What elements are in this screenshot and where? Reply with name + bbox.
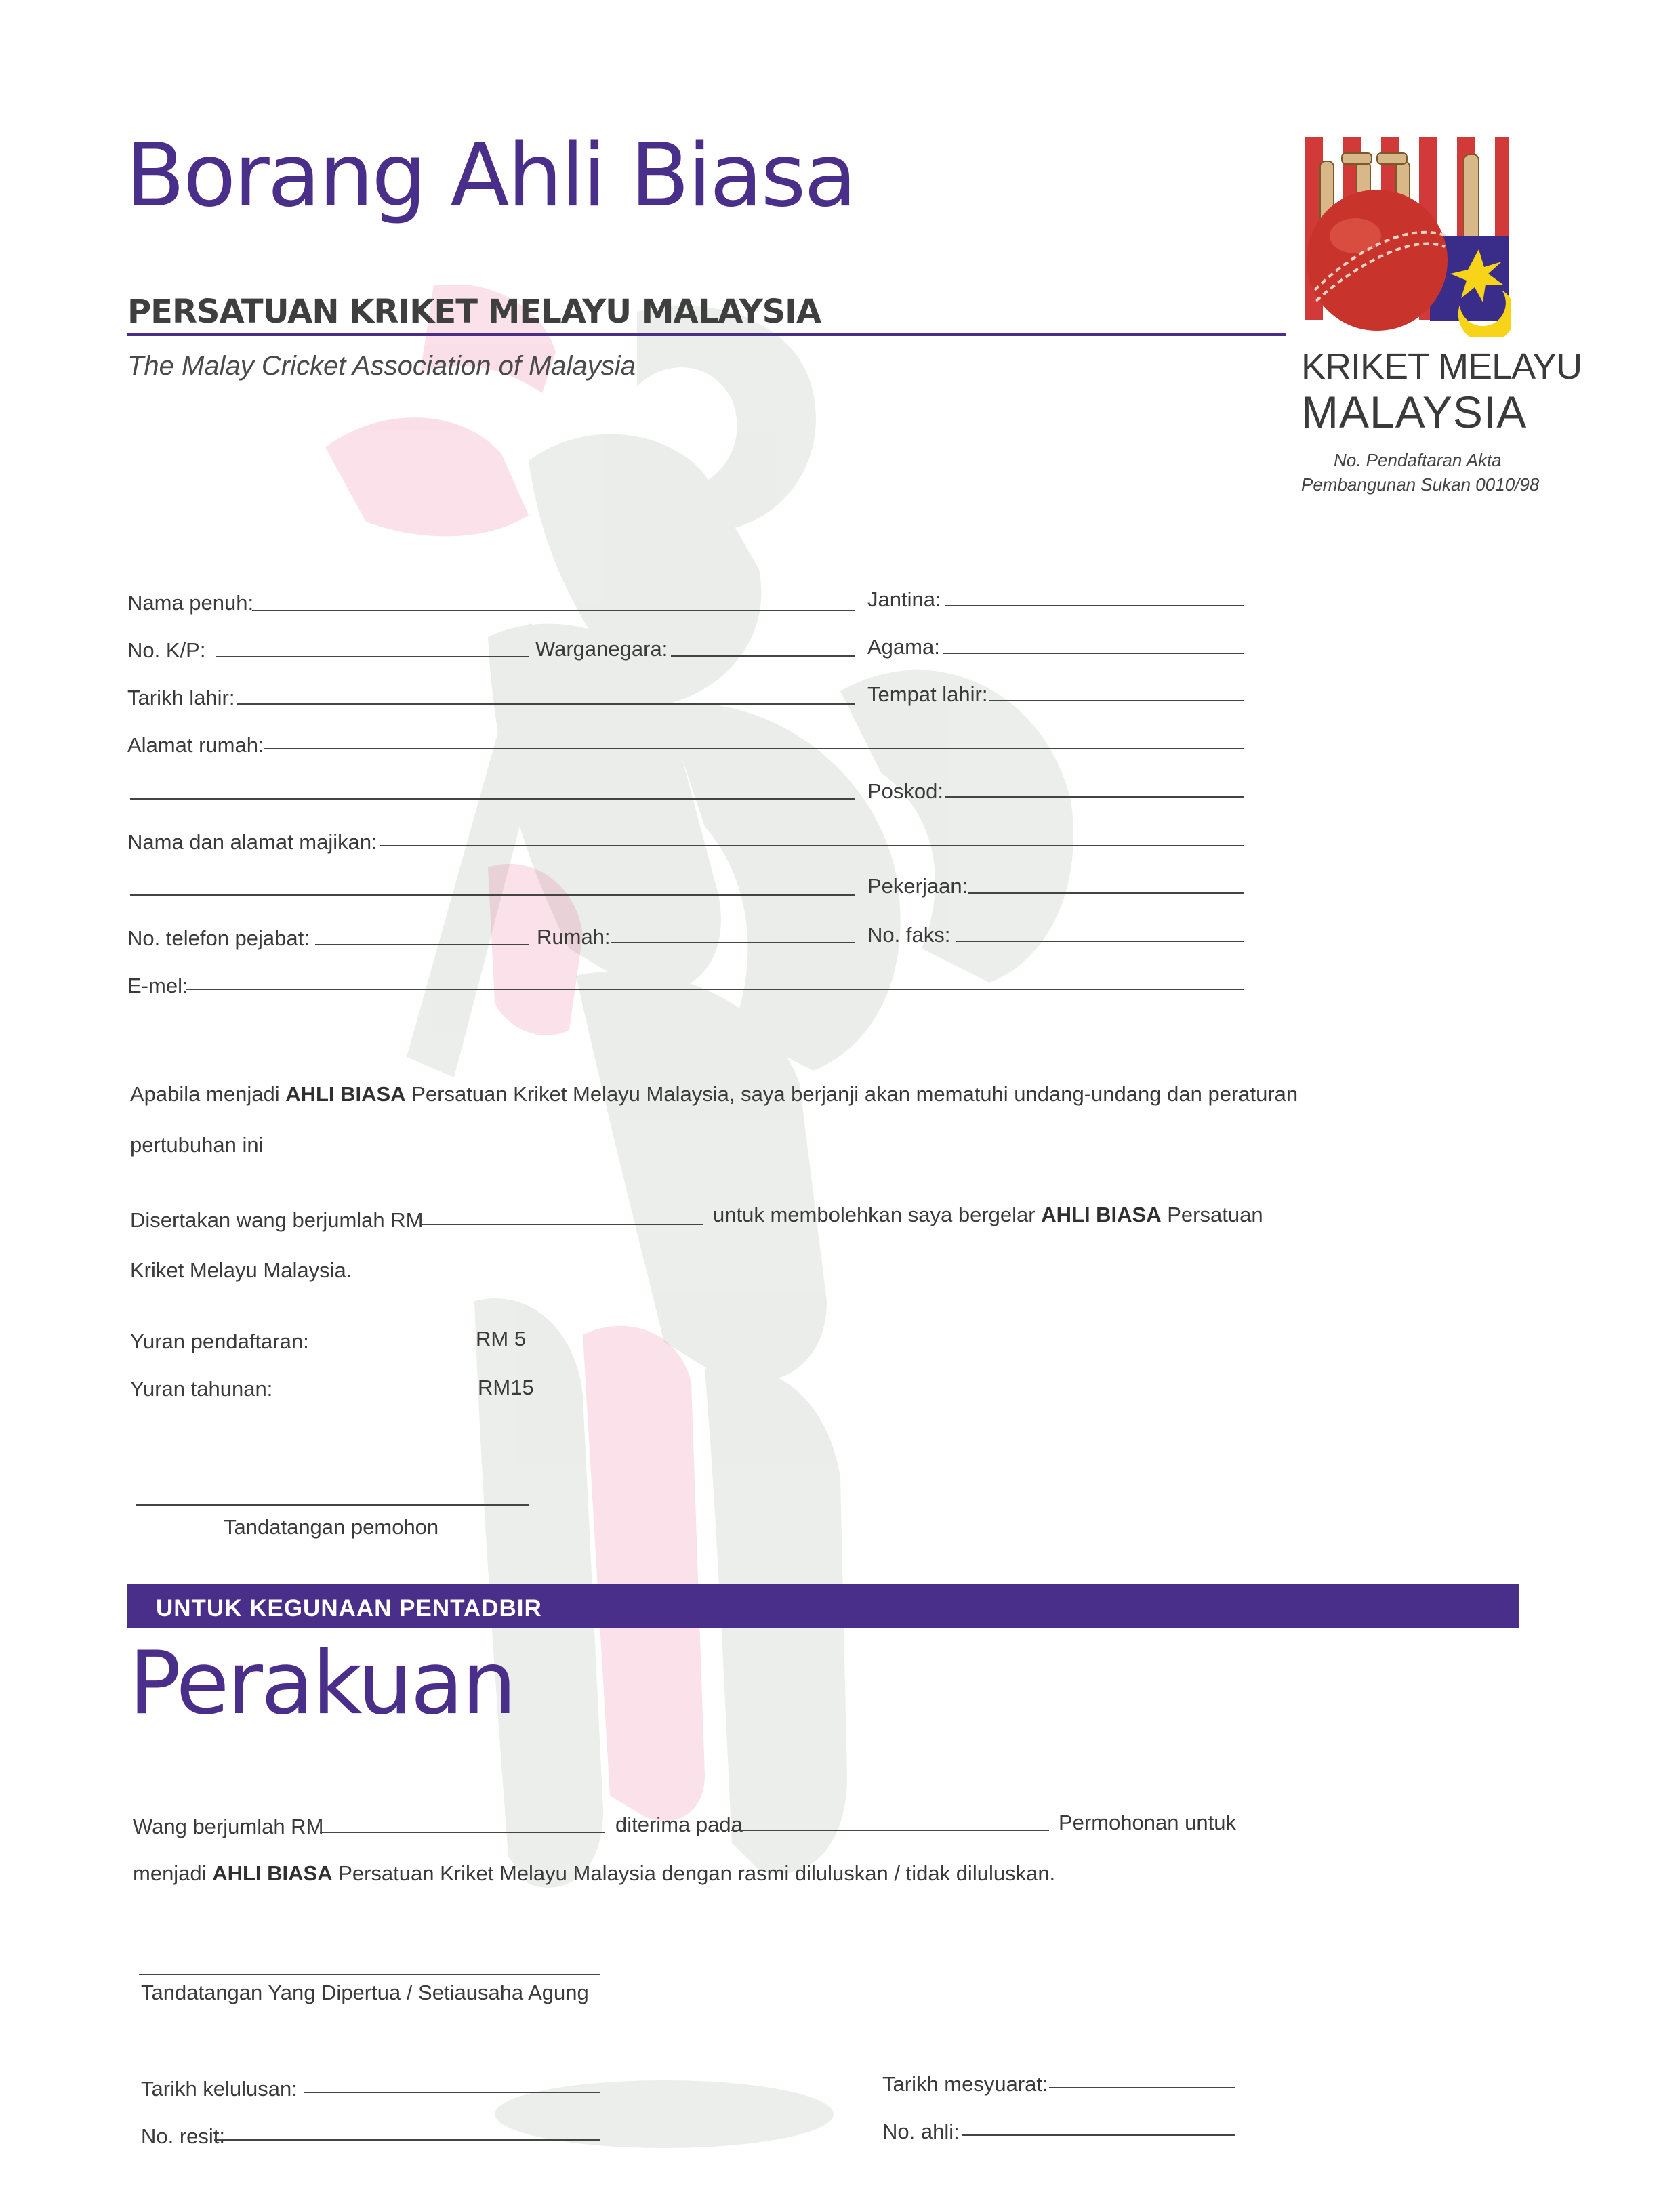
- annual-fee-value: RM15: [478, 1376, 534, 1399]
- rumah-field[interactable]: [611, 942, 855, 943]
- organisation-name: PERSATUAN KRIKET MELAYU MALAYSIA: [127, 293, 821, 331]
- payment-text-line2: Kriket Melayu Malaysia.: [130, 1258, 352, 1282]
- diterima-pada-label: diterima pada: [615, 1813, 743, 1836]
- majikan-field-line1[interactable]: [380, 845, 1244, 846]
- no-ahli-field[interactable]: [962, 2134, 1235, 2136]
- tarikh-kelulusan-label: Tarikh kelulusan:: [141, 2077, 298, 2101]
- faks-field[interactable]: [956, 941, 1244, 942]
- emel-label: E-mel:: [127, 974, 188, 997]
- annual-fee-label: Yuran tahunan:: [130, 1377, 273, 1401]
- warganegara-field[interactable]: [671, 655, 855, 657]
- agama-label: Agama:: [867, 635, 940, 659]
- pekerjaan-field[interactable]: [968, 892, 1244, 894]
- registration-line2: Pembangunan Sukan 0010/98: [1301, 474, 1540, 495]
- poskod-field[interactable]: [945, 796, 1244, 798]
- president-signature-label: Tandatangan Yang Dipertua / Setiausaha Agung: [141, 1981, 589, 2004]
- poskod-label: Poskod:: [867, 779, 944, 803]
- form-title: Borang Ahli Biasa: [125, 125, 855, 226]
- no-kp-label: No. K/P:: [127, 638, 206, 662]
- jantina-field[interactable]: [945, 605, 1244, 606]
- header-divider: [127, 333, 1286, 336]
- president-signature-field[interactable]: [139, 1974, 600, 1975]
- logo-text-line1: KRIKET MELAYU: [1301, 346, 1582, 387]
- rumah-label: Rumah:: [537, 925, 611, 949]
- no-resit-field[interactable]: [214, 2139, 600, 2141]
- tarikh-lahir-field[interactable]: [237, 703, 855, 705]
- ahli-biasa-bold: AHLI BIASA: [285, 1082, 406, 1106]
- perakuan-heading: Perakuan: [129, 1633, 515, 1734]
- applicant-signature-label: Tandatangan pemohon: [224, 1515, 439, 1539]
- logo-text-line2: MALAYSIA: [1301, 387, 1528, 437]
- no-kp-field[interactable]: [216, 656, 529, 657]
- organisation-name-english: The Malay Cricket Association of Malaysia: [127, 351, 636, 381]
- wang-amount-field[interactable]: [320, 1832, 605, 1833]
- kriket-melayu-logo: [1301, 134, 1511, 337]
- registration-line1: No. Pendaftaran Akta: [1334, 450, 1502, 470]
- ahli-biasa-bold-2: AHLI BIASA: [1041, 1203, 1162, 1226]
- emel-field[interactable]: [186, 989, 1244, 990]
- nama-penuh-label: Nama penuh:: [127, 591, 254, 615]
- payment-text-continued: untuk membolehkan saya bergelar AHLI BIASA Persatuan: [713, 1203, 1263, 1226]
- tarikh-lahir-label: Tarikh lahir:: [127, 686, 235, 709]
- agama-field[interactable]: [943, 653, 1244, 654]
- majikan-label: Nama dan alamat majikan:: [127, 830, 377, 854]
- tarikh-mesyuarat-field[interactable]: [1049, 2087, 1235, 2088]
- faks-label: No. faks:: [867, 923, 951, 947]
- approval-statement: menjadi AHLI BIASA Persatuan Kriket Melayu Malaysia dengan rasmi diluluskan / tidak diluluskan.: [133, 1861, 1056, 1885]
- nama-penuh-field[interactable]: [252, 610, 855, 611]
- tel-pejabat-field[interactable]: [315, 944, 529, 945]
- no-resit-label: No. resit:: [141, 2124, 226, 2148]
- registration-fee-value: RM 5: [476, 1327, 527, 1350]
- applicant-signature-field[interactable]: [136, 1504, 529, 1506]
- tempat-lahir-field[interactable]: [989, 700, 1244, 701]
- permohonan-untuk-label: Permohonan untuk: [1059, 1811, 1236, 1834]
- ahli-biasa-bold-3: AHLI BIASA: [212, 1861, 333, 1885]
- diterima-date-field[interactable]: [731, 1830, 1049, 1831]
- tempat-lahir-label: Tempat lahir:: [867, 682, 988, 706]
- payment-text: Disertakan wang berjumlah RM: [130, 1208, 424, 1232]
- admin-section-label: UNTUK KEGUNAAN PENTADBIR: [156, 1595, 542, 1622]
- declaration-line2: pertubuhan ini: [130, 1133, 264, 1157]
- tarikh-mesyuarat-label: Tarikh mesyuarat:: [882, 2072, 1048, 2096]
- warganegara-label: Warganegara:: [535, 637, 668, 661]
- tel-pejabat-label: No. telefon pejabat:: [127, 926, 310, 950]
- pekerjaan-label: Pekerjaan:: [867, 874, 968, 898]
- majikan-field-line2[interactable]: [130, 894, 855, 896]
- registration-fee-label: Yuran pendaftaran:: [130, 1329, 309, 1353]
- alamat-rumah-label: Alamat rumah:: [127, 733, 264, 757]
- payment-amount-field[interactable]: [420, 1224, 703, 1225]
- wang-berjumlah-label: Wang berjumlah RM: [133, 1815, 324, 1838]
- tarikh-kelulusan-field[interactable]: [304, 2092, 600, 2093]
- declaration-line1: Apabila menjadi AHLI BIASA Persatuan Kriket Melayu Malaysia, saya berjanji akan mematuhi undang-undang dan peraturan: [130, 1082, 1298, 1106]
- alamat-rumah-field-line1[interactable]: [264, 748, 1244, 749]
- alamat-rumah-field-line2[interactable]: [130, 798, 855, 800]
- jantina-label: Jantina:: [867, 587, 941, 611]
- no-ahli-label: No. ahli:: [882, 2120, 960, 2143]
